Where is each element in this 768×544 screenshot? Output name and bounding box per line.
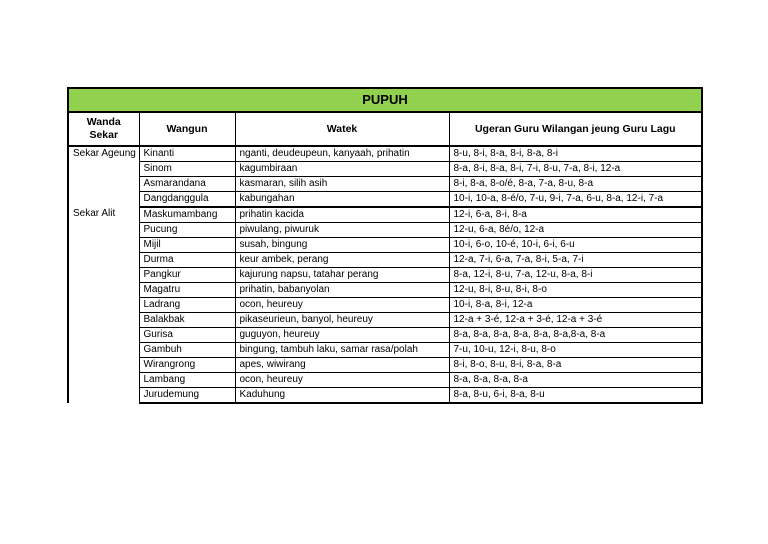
watek-cell: prihatin, babanyolan [235,283,449,298]
wangun-cell: Magatru [139,283,235,298]
table-row [68,223,702,238]
watek-cell: kabungahan [235,192,449,208]
watek-cell: bingung, tambuh laku, samar rasa/polah [235,343,449,358]
wangun-cell: Asmarandana [139,177,235,192]
watek-cell: apes, wiwirang [235,358,449,373]
table-body [68,146,702,403]
ugeran-cell: 7-u, 10-u, 12-i, 8-u, 8-o [449,343,702,358]
wangun-cell: Durma [139,253,235,268]
table-row [68,343,702,358]
watek-cell: ocon, heureuy [235,298,449,313]
watek-cell: keur ambek, perang [235,253,449,268]
wangun-cell: Gurisa [139,328,235,343]
wangun-cell: Dangdanggula [139,192,235,208]
header-wanda-sekar: Wanda Sekar [68,112,139,146]
table-row [68,238,702,253]
watek-cell: kajurung napsu, tatahar perang [235,268,449,283]
wanda-sekar-cell: Sekar Ageung [68,146,139,207]
wangun-cell: Kinanti [139,146,235,162]
ugeran-cell: 8-i, 8-a, 8-o/é, 8-a, 7-a, 8-u, 8-a [449,177,702,192]
ugeran-cell: 10-i, 10-a, 8-é/o, 7-u, 9-i, 7-a, 6-u, 8-a, 12-i, 7-a [449,192,702,208]
ugeran-cell: 10-i, 8-a, 8-i, 12-a [449,298,702,313]
wangun-cell: Pucung [139,223,235,238]
table-row [68,283,702,298]
table-row [68,358,702,373]
table-row [68,192,702,208]
wangun-cell: Lambang [139,373,235,388]
watek-cell: guguyon, heureuy [235,328,449,343]
table-header-row [68,112,702,146]
ugeran-cell: 12-a + 3-é, 12-a + 3-é, 12-a + 3-é [449,313,702,328]
ugeran-cell: 8-i, 8-o, 8-u, 8-i, 8-a, 8-a [449,358,702,373]
table-row [68,268,702,283]
table-title: PUPUH [68,88,702,112]
ugeran-cell: 8-a, 8-a, 8-a, 8-a [449,373,702,388]
watek-cell: kasmaran, silih asih [235,177,449,192]
table-row [68,146,702,162]
watek-cell: piwulang, piwuruk [235,223,449,238]
table-row [68,177,702,192]
table-row [68,162,702,177]
ugeran-cell: 12-u, 8-i, 8-u, 8-i, 8-o [449,283,702,298]
table-row [68,328,702,343]
header-wangun: Wangun [139,112,235,146]
wangun-cell: Ladrang [139,298,235,313]
table-row [68,253,702,268]
header-watek: Watek [235,112,449,146]
ugeran-cell: 8-u, 8-i, 8-a, 8-i, 8-a, 8-i [449,146,702,162]
pupuh-table [67,87,703,404]
header-ugeran: Ugeran Guru Wilangan jeung Guru Lagu [449,112,702,146]
table-title-row [68,88,702,112]
watek-cell: ocon, heureuy [235,373,449,388]
table-row [68,298,702,313]
watek-cell: Kaduhung [235,388,449,404]
wangun-cell: Balakbak [139,313,235,328]
ugeran-cell: 10-i, 6-o, 10-é, 10-i, 6-i, 6-u [449,238,702,253]
table-row [68,373,702,388]
watek-cell: kagumbiraan [235,162,449,177]
ugeran-cell: 12-i, 6-a, 8-i, 8-a [449,207,702,223]
watek-cell: nganti, deudeupeun, kanyaah, prihatin [235,146,449,162]
wangun-cell: Mijil [139,238,235,253]
ugeran-cell: 8-a, 8-a, 8-a, 8-a, 8-a, 8-a,8-a, 8-a [449,328,702,343]
ugeran-cell: 8-a, 8-i, 8-a, 8-i, 7-i, 8-u, 7-a, 8-i, 12-a [449,162,702,177]
table-row [68,207,702,223]
wangun-cell: Gambuh [139,343,235,358]
watek-cell: prihatin kacida [235,207,449,223]
ugeran-cell: 8-a, 8-u, 6-i, 8-a, 8-u [449,388,702,404]
ugeran-cell: 8-a, 12-i, 8-u, 7-a, 12-u, 8-a, 8-i [449,268,702,283]
ugeran-cell: 12-u, 6-a, 8é/o, 12-a [449,223,702,238]
wanda-sekar-cell: Sekar Alit [68,207,139,403]
wangun-cell: Maskumambang [139,207,235,223]
watek-cell: pikaseurieun, banyol, heureuy [235,313,449,328]
wangun-cell: Jurudemung [139,388,235,404]
watek-cell: susah, bingung [235,238,449,253]
wangun-cell: Pangkur [139,268,235,283]
wangun-cell: Sinom [139,162,235,177]
wangun-cell: Wirangrong [139,358,235,373]
ugeran-cell: 12-a, 7-i, 6-a, 7-a, 8-i, 5-a, 7-i [449,253,702,268]
table-row [68,388,702,404]
table-row [68,313,702,328]
